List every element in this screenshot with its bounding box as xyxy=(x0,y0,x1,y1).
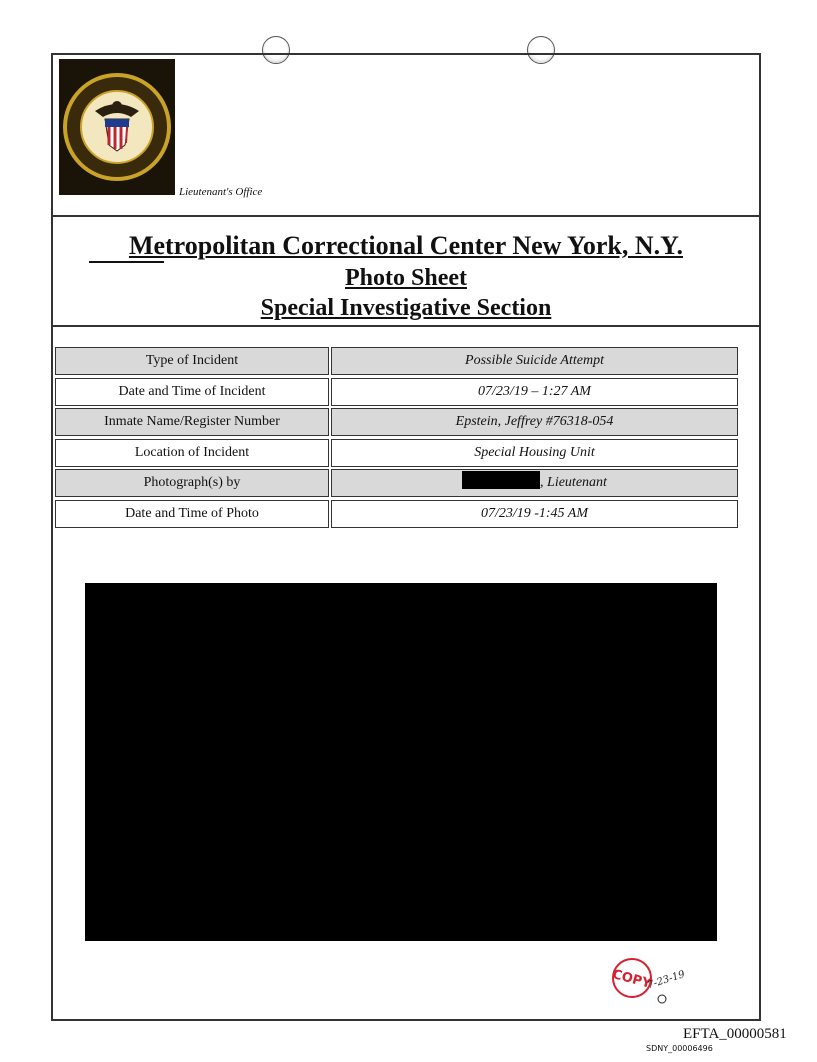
table-row xyxy=(55,408,737,436)
photo-sheet xyxy=(51,53,761,1021)
row-label: Inmate Name/Register Number xyxy=(55,408,329,436)
row-label: Date and Time of Incident xyxy=(55,378,329,406)
redaction-block xyxy=(462,471,540,489)
bates-sdny: SDNY_00006496 xyxy=(646,1044,713,1053)
title-rule xyxy=(89,261,164,263)
table-row xyxy=(55,439,737,467)
table-row xyxy=(55,500,737,528)
sheet-type-title: Photo Sheet xyxy=(345,265,467,291)
row-value: 07/23/19 – 1:27 AM xyxy=(331,378,738,406)
row-label: Date and Time of Photo xyxy=(55,500,329,528)
office-label: Lieutenant's Office xyxy=(179,186,263,198)
stamp-text: COPY xyxy=(610,967,653,992)
redacted-photo xyxy=(85,583,717,941)
row-value: 07/23/19 -1:45 AM xyxy=(331,500,738,528)
bates-efta: EFTA_00000581 xyxy=(683,1026,787,1042)
title-block xyxy=(53,217,759,327)
row-label: Photograph(s) by xyxy=(55,469,329,497)
section-title: Special Investigative Section xyxy=(260,295,552,321)
incident-table xyxy=(55,347,737,530)
copy-stamp xyxy=(610,956,687,1006)
table-row xyxy=(55,347,737,375)
row-value: Epstein, Jeffrey #76318-054 xyxy=(331,408,738,436)
institution-title: Metropolitan Correctional Center New York, N.Y. xyxy=(128,231,684,260)
table-row xyxy=(55,378,737,406)
stamp-handwritten-date: 7-23-19 xyxy=(646,968,687,992)
row-label: Type of Incident xyxy=(55,347,329,375)
row-label: Location of Incident xyxy=(55,439,329,467)
photographer-title: , Lieutenant xyxy=(540,475,607,490)
table-row xyxy=(55,469,737,497)
row-value-photographer xyxy=(331,469,738,497)
sheet-header xyxy=(53,55,759,217)
doj-bop-seal-icon xyxy=(59,59,175,195)
row-value: Possible Suicide Attempt xyxy=(331,347,738,375)
row-value: Special Housing Unit xyxy=(331,439,738,467)
